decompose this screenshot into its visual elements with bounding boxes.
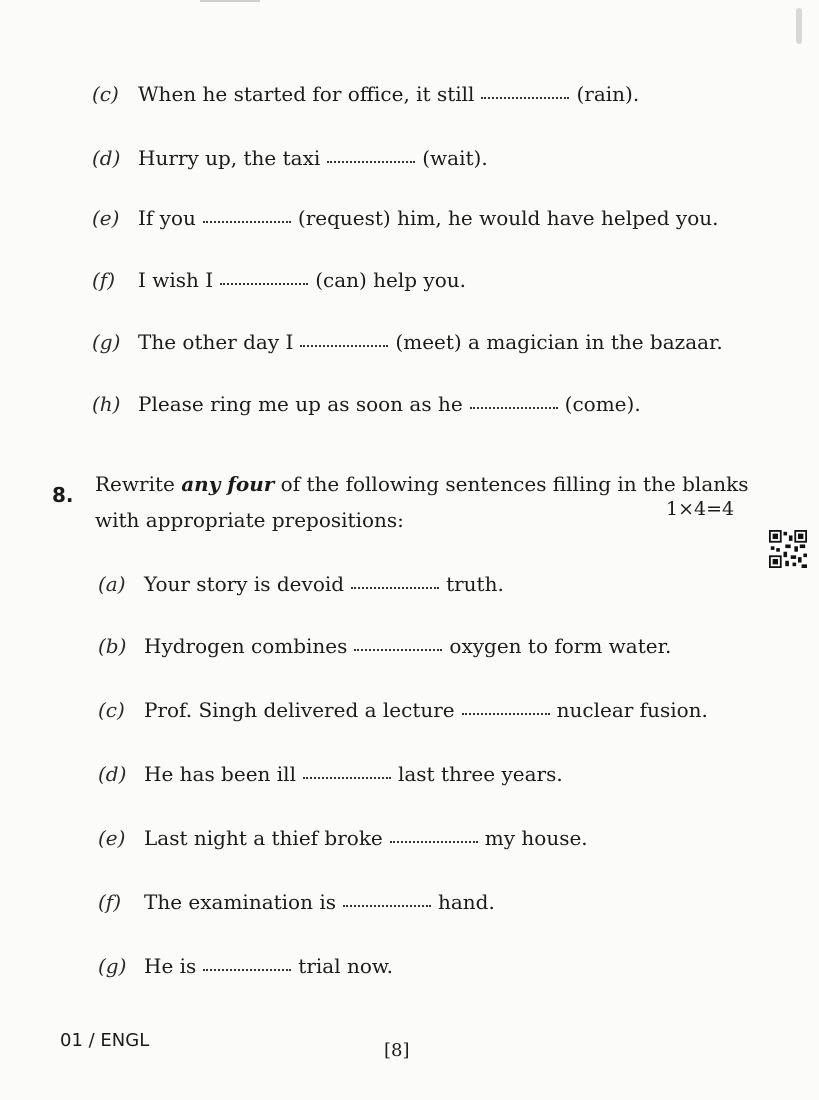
answer-blank bbox=[481, 93, 569, 99]
q7-item-g bbox=[92, 330, 723, 354]
item-text-after: my house. bbox=[484, 826, 588, 850]
item-text-before: Your story is devoid bbox=[144, 572, 345, 596]
item-label: (d) bbox=[98, 762, 127, 786]
q8-item-f bbox=[98, 890, 495, 914]
q7-item-d bbox=[92, 146, 488, 170]
item-text-before: Prof. Singh delivered a lecture bbox=[144, 698, 455, 722]
q8-item-e bbox=[98, 826, 588, 850]
answer-blank bbox=[462, 709, 550, 715]
item-text-before: The other day I bbox=[138, 330, 294, 354]
q8-item-d bbox=[98, 762, 563, 786]
paper-code: 01 / ENGL bbox=[60, 1030, 150, 1051]
question-number: 8. bbox=[52, 483, 74, 507]
item-text-after: (request) him, he would have helped you. bbox=[297, 206, 719, 230]
q7-item-c bbox=[92, 82, 639, 106]
item-text-after: (can) help you. bbox=[315, 268, 467, 292]
q8-item-c bbox=[98, 698, 708, 722]
answer-blank bbox=[220, 279, 308, 285]
item-text-after: hand. bbox=[438, 890, 495, 914]
answer-blank bbox=[203, 217, 291, 223]
scan-edge-mark bbox=[796, 8, 802, 44]
item-text-after: last three years. bbox=[397, 762, 563, 786]
answer-blank bbox=[303, 773, 391, 779]
answer-blank bbox=[203, 965, 291, 971]
item-label: (d) bbox=[92, 146, 121, 170]
item-text-before: When he started for office, it still bbox=[138, 82, 475, 106]
item-text-after: (meet) a magician in the bazaar. bbox=[395, 330, 723, 354]
q8-item-b bbox=[98, 634, 671, 658]
item-text-after: (come). bbox=[564, 392, 641, 416]
item-text-before: He has been ill bbox=[144, 762, 296, 786]
answer-blank bbox=[470, 403, 558, 409]
item-text-before: If you bbox=[138, 206, 196, 230]
q7-item-f bbox=[92, 268, 466, 292]
marks-allocation: 1×4=4 bbox=[666, 498, 735, 520]
instruction-pre: Rewrite bbox=[95, 472, 182, 496]
question-instruction-line-1 bbox=[95, 472, 749, 496]
page-number: [8] bbox=[384, 1040, 410, 1061]
item-text-after: trial now. bbox=[298, 954, 393, 978]
item-text-before: I wish I bbox=[138, 268, 214, 292]
answer-blank bbox=[343, 901, 431, 907]
item-label: (c) bbox=[92, 82, 119, 106]
answer-blank bbox=[300, 341, 388, 347]
answer-blank bbox=[327, 157, 415, 163]
item-text-before: Last night a thief broke bbox=[144, 826, 383, 850]
q7-item-h bbox=[92, 392, 641, 416]
item-label: (g) bbox=[98, 954, 127, 978]
item-label: (h) bbox=[92, 392, 121, 416]
item-label: (b) bbox=[98, 634, 127, 658]
instruction-post: of the following sentences filling in the blanks bbox=[274, 472, 749, 496]
answer-blank bbox=[390, 837, 478, 843]
item-text-before: Hydrogen combines bbox=[144, 634, 348, 658]
answer-blank bbox=[354, 645, 442, 651]
item-text-after: oxygen to form water. bbox=[449, 634, 672, 658]
q8-item-g bbox=[98, 954, 393, 978]
item-text-before: Please ring me up as soon as he bbox=[138, 392, 463, 416]
answer-blank bbox=[351, 583, 439, 589]
item-text-after: (rain). bbox=[576, 82, 640, 106]
top-rule bbox=[200, 0, 260, 2]
item-label: (g) bbox=[92, 330, 121, 354]
item-text-after: nuclear fusion. bbox=[556, 698, 708, 722]
item-text-after: (wait). bbox=[422, 146, 488, 170]
item-text-before: He is bbox=[144, 954, 197, 978]
item-text-after: truth. bbox=[446, 572, 504, 596]
item-label: (c) bbox=[98, 698, 125, 722]
item-text-before: Hurry up, the taxi bbox=[138, 146, 321, 170]
instruction-emphasis: any four bbox=[181, 472, 275, 496]
item-label: (e) bbox=[98, 826, 126, 850]
item-label: (f) bbox=[98, 890, 122, 914]
question-instruction-line-2: with appropriate prepositions: bbox=[95, 508, 404, 532]
item-text-before: The examination is bbox=[144, 890, 336, 914]
q8-item-a bbox=[98, 572, 504, 596]
item-label: (a) bbox=[98, 572, 126, 596]
q7-item-e bbox=[92, 206, 719, 230]
qr-code-icon bbox=[769, 530, 807, 568]
item-label: (e) bbox=[92, 206, 120, 230]
item-label: (f) bbox=[92, 268, 116, 292]
